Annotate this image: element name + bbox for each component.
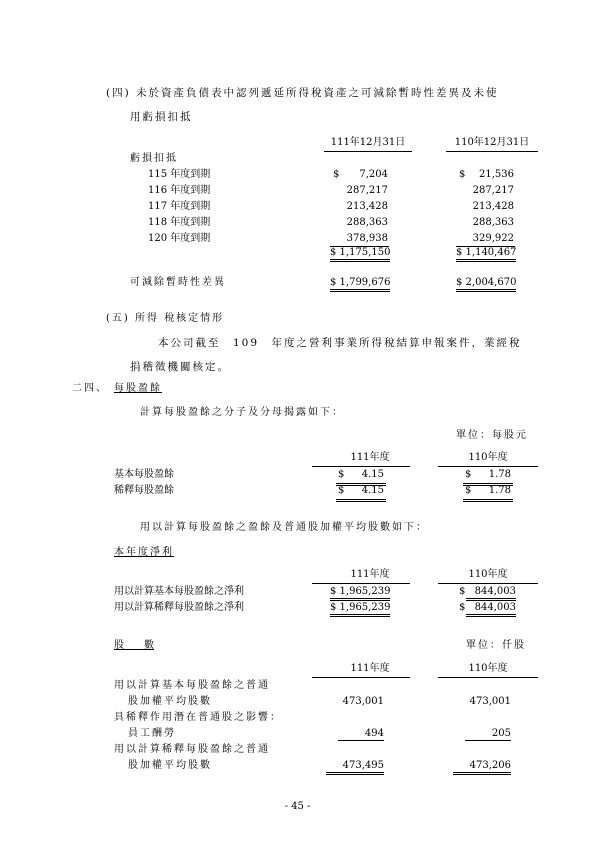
loss-row-label: 115 年度到期 bbox=[148, 169, 211, 180]
employee-comp-label: 員工酬勞 bbox=[128, 728, 176, 739]
loss-total-110: $ 1,140,467 bbox=[456, 248, 516, 262]
dollar-sign: $ bbox=[465, 485, 472, 496]
loss-row-value-110: 287,217 bbox=[472, 185, 514, 196]
eps-rule bbox=[463, 499, 513, 500]
shares-basic-label-line1: 用以計算基本每股盈餘之普通 bbox=[114, 680, 270, 691]
eps-unit: 單位：每股元 bbox=[456, 430, 528, 441]
eps-col1-rule bbox=[312, 466, 410, 467]
loss-row-value-111: 378,938 bbox=[346, 233, 388, 244]
eps-intro2: 用以計算每股盈餘之盈餘及普通股加權平均股數如下： bbox=[140, 522, 428, 533]
eps-rule bbox=[336, 501, 386, 502]
deductible-diff-label: 可減除暫時性差異 bbox=[130, 277, 226, 288]
loss-row-value-110: 329,922 bbox=[472, 233, 514, 244]
net-col1-header: 111年度 bbox=[350, 569, 390, 580]
shares-basic-110: 473,001 bbox=[469, 696, 511, 707]
net-basic-label: 用以計算基本每股盈餘之淨利 bbox=[114, 586, 244, 597]
shares-col1-rule bbox=[312, 677, 410, 678]
deductible-diff-111: $ 1,799,676 bbox=[330, 278, 390, 292]
sec24-title: 每股盈餘 bbox=[114, 383, 162, 394]
sec4-col2-rule bbox=[446, 151, 538, 152]
loss-row-value-110: 213,428 bbox=[472, 201, 514, 212]
shares-diluted-label-line2: 股加權平均股數 bbox=[128, 760, 212, 771]
eps-diluted-110: 1.78 bbox=[488, 485, 511, 496]
sec24-prefix: 二四、 bbox=[72, 383, 108, 394]
loss-row-value-111: 287,217 bbox=[346, 185, 388, 196]
shares-basic-111: 473,001 bbox=[342, 696, 384, 707]
eps-col2-rule bbox=[438, 466, 538, 467]
net-diluted-110: 844,003 bbox=[466, 603, 516, 617]
net-diluted-111: $ 1,965,239 bbox=[330, 603, 390, 617]
loss-row-value-110: 288,363 bbox=[472, 217, 514, 228]
loss-row-label: 120 年度到期 bbox=[148, 233, 211, 244]
net-col1-rule bbox=[312, 583, 410, 584]
sec4-col2-header: 110年12月31日 bbox=[454, 137, 530, 148]
dollar-sign: $ bbox=[459, 586, 466, 597]
dollar-sign: $ bbox=[459, 602, 466, 613]
net-basic-111: $ 1,965,239 bbox=[330, 587, 390, 601]
dollar-sign: $ bbox=[338, 485, 345, 496]
employee-comp-111: 494 bbox=[338, 729, 384, 741]
net-diluted-label: 用以計算稀釋每股盈餘之淨利 bbox=[114, 602, 244, 613]
eps-rule bbox=[463, 483, 513, 484]
page-number: - 45 - bbox=[284, 801, 311, 812]
loss-row-label: 118 年度到期 bbox=[148, 217, 211, 228]
loss-row-label: 117 年度到期 bbox=[148, 201, 211, 212]
sec5-heading: (五) 所得 稅核定情形 bbox=[106, 313, 225, 324]
sec4-col1-rule bbox=[324, 151, 412, 152]
net-col2-header: 110年度 bbox=[468, 569, 508, 580]
deductible-diff-110: $ 2,004,670 bbox=[456, 278, 516, 292]
eps-basic-111: 4.15 bbox=[361, 469, 384, 480]
shares-basic-label-line2: 股加權平均股數 bbox=[128, 696, 212, 707]
net-income-title: 本年度淨利 bbox=[114, 547, 174, 558]
shares-title: 股 數 bbox=[114, 640, 154, 651]
sec5-text-line2: 捐稽徵機關核定。 bbox=[130, 361, 230, 373]
eps-col2-header: 110年度 bbox=[468, 452, 508, 463]
loss-row-value-111: 288,363 bbox=[346, 217, 388, 228]
dilutive-effect-label: 具稀釋作用潛在普通股之影響： bbox=[114, 712, 282, 723]
shares-diluted-111: 473,495 bbox=[326, 761, 384, 775]
eps-diluted-label: 稀釋每股盈餘 bbox=[114, 485, 174, 496]
dollar-sign: $ bbox=[465, 469, 472, 480]
sec4-heading-line1: (四) 未於資產負債表中認列遞延所得稅資產之可減除暫時性差異及未使 bbox=[106, 87, 499, 99]
sec4-col1-header: 111年12月31日 bbox=[330, 137, 406, 148]
dollar-sign: $ bbox=[459, 169, 466, 180]
eps-rule bbox=[463, 501, 513, 502]
loss-carryforward-label: 虧損扣抵 bbox=[130, 153, 178, 164]
eps-basic-label: 基本每股盈餘 bbox=[114, 469, 174, 480]
shares-col2-header: 110年度 bbox=[468, 663, 508, 674]
dollar-sign: $ bbox=[333, 169, 340, 180]
eps-diluted-111: 4.15 bbox=[361, 485, 384, 496]
dollar-sign: $ bbox=[338, 469, 345, 480]
loss-row-value-111: 7,204 bbox=[359, 169, 388, 180]
shares-col2-rule bbox=[438, 677, 538, 678]
net-basic-110: 844,003 bbox=[466, 587, 516, 601]
eps-rule bbox=[336, 483, 386, 484]
net-col2-rule bbox=[438, 583, 538, 584]
loss-row-value-111: 213,428 bbox=[346, 201, 388, 212]
loss-row-label: 116 年度到期 bbox=[148, 185, 211, 196]
sec5-text-line1: 本公司截至 109 年度之營利事業所得稅結算申報案件，業經稅 bbox=[158, 337, 522, 349]
employee-comp-110: 205 bbox=[465, 729, 511, 741]
shares-diluted-label-line1: 用以計算稀釋每股盈餘之普通 bbox=[114, 744, 270, 755]
sec4-heading-line2: 用虧損扣抵 bbox=[130, 111, 193, 123]
loss-row-value-110: 21,536 bbox=[479, 169, 514, 180]
eps-col1-header: 111年度 bbox=[350, 452, 390, 463]
shares-col1-header: 111年度 bbox=[350, 663, 390, 674]
shares-unit: 單位：仟股 bbox=[466, 640, 526, 651]
eps-basic-110: 1.78 bbox=[488, 469, 511, 480]
loss-total-111: $ 1,175,150 bbox=[330, 248, 390, 262]
shares-diluted-110: 473,206 bbox=[453, 761, 511, 775]
eps-rule bbox=[336, 499, 386, 500]
eps-intro: 計算每股盈餘之分子及分母揭露如下： bbox=[140, 407, 344, 418]
